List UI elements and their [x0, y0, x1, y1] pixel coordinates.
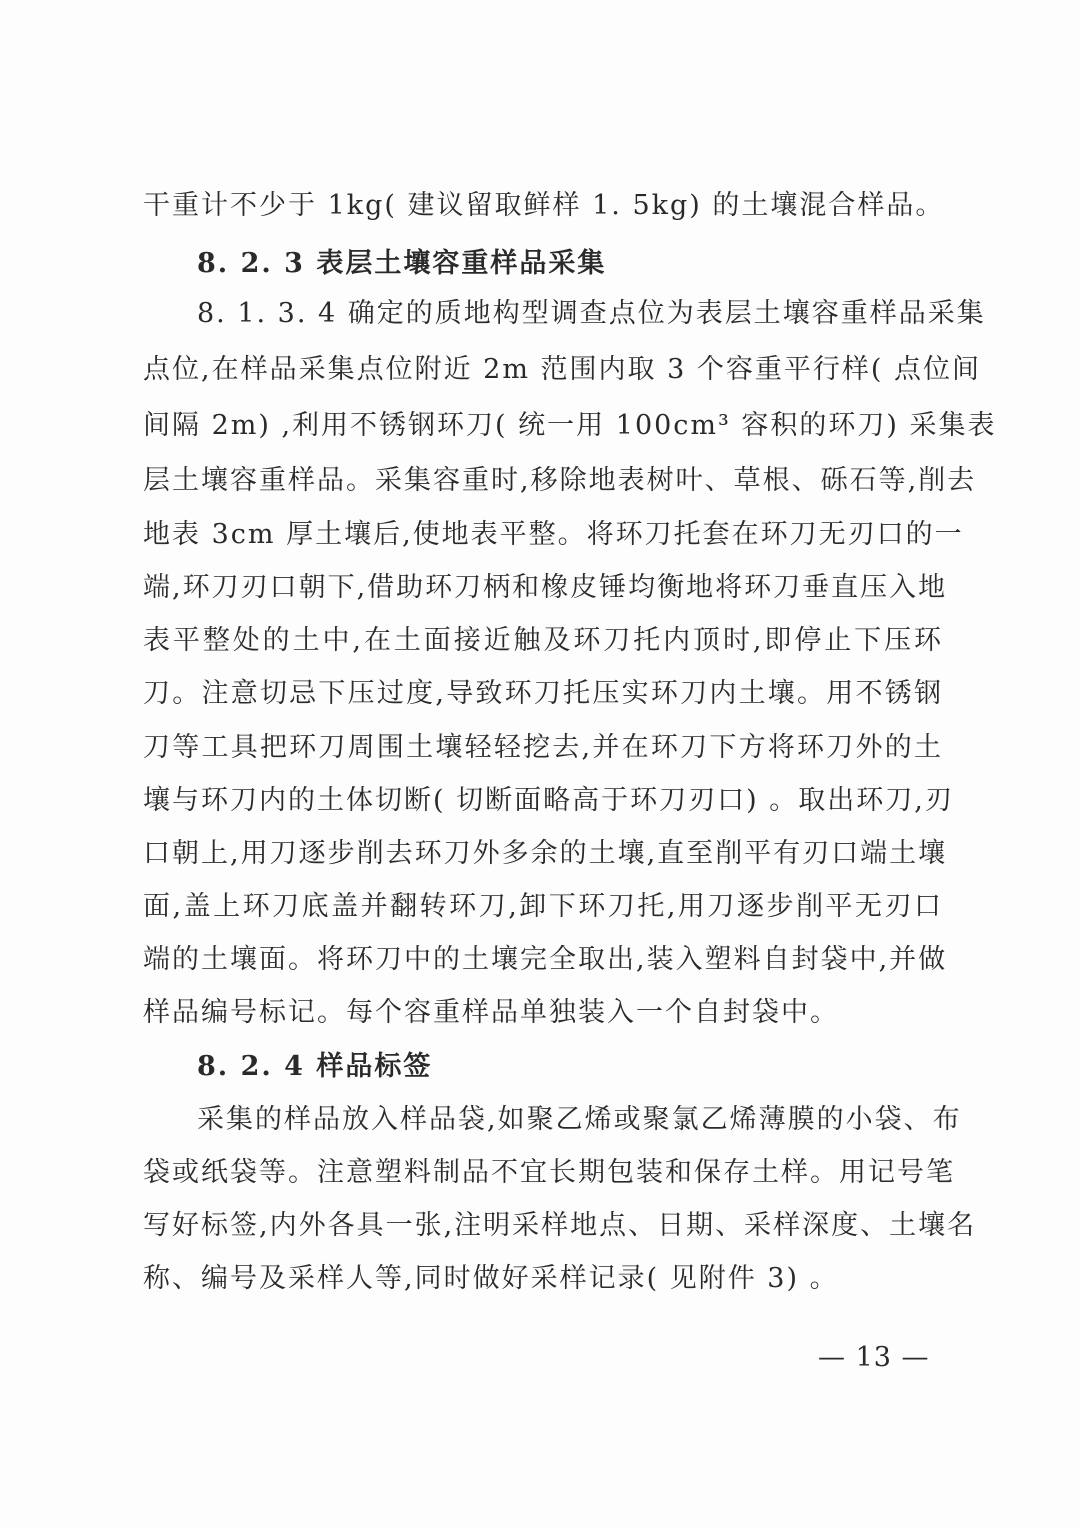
paragraph-line: 间隔 2m) ,利用不锈钢环刀( 统一用 100cm³ 容积的环刀) 采集表 [143, 410, 997, 441]
paragraph-line: 端的土壤面。将环刀中的土壤完全取出,装入塑料自封袋中,并做 [143, 944, 948, 975]
paragraph-line: 干重计不少于 1kg( 建议留取鲜样 1. 5kg) 的土壤混合样品。 [143, 190, 945, 221]
paragraph-line: 称、编号及采样人等,同时做好采样记录( 见附件 3) 。 [143, 1263, 839, 1294]
paragraph-line: 样品编号标记。每个容重样品单独装入一个自封袋中。 [143, 997, 839, 1028]
paragraph-line: 采集的样品放入样品袋,如聚乙烯或聚氯乙烯薄膜的小袋、布 [197, 1104, 962, 1135]
paragraph-line: 端,环刀刃口朝下,借助环刀柄和橡皮锤均衡地将环刀垂直压入地 [143, 572, 948, 603]
page-number: — 13 — [818, 1342, 930, 1373]
paragraph-line: 层土壤容重样品。采集容重时,移除地表树叶、草根、砾石等,削去 [143, 465, 977, 496]
paragraph-line: 刀等工具把环刀周围土壤轻轻挖去,并在环刀下方将环刀外的土 [143, 732, 943, 763]
section-heading-8-2-4: 8. 2. 4 样品标签 [197, 1051, 433, 1082]
paragraph-line: 表平整处的土中,在土面接近触及环刀托内顶时,即停止下压环 [143, 625, 943, 656]
paragraph-line: 袋或纸袋等。注意塑料制品不宜长期包装和保存土样。用记号笔 [143, 1157, 955, 1188]
paragraph-line: 口朝上,用刀逐步削去环刀外多余的土壤,直至削平有刃口端土壤 [143, 838, 948, 869]
section-heading-8-2-3: 8. 2. 3 表层土壤容重样品采集 [197, 248, 607, 279]
paragraph-line: 刀。注意切忌下压过度,导致环刀托压实环刀内土壤。用不锈钢 [143, 678, 943, 709]
paragraph-line: 面,盖上环刀底盖并翻转环刀,卸下环刀托,用刀逐步削平无刃口 [143, 891, 943, 922]
paragraph-line: 地表 3cm 厚土壤后,使地表平整。将环刀托套在环刀无刃口的一 [143, 519, 964, 550]
paragraph-line: 点位,在样品采集点位附近 2m 范围内取 3 个容重平行样( 点位间 [143, 354, 981, 385]
paragraph-line: 写好标签,内外各具一张,注明采样地点、日期、采样深度、土壤名 [143, 1210, 977, 1241]
paragraph-line: 壤与环刀内的土体切断( 切断面略高于环刀刃口) 。取出环刀,刃 [143, 785, 954, 816]
paragraph-line: 8. 1. 3. 4 确定的质地构型调查点位为表层土壤容重样品采集 [197, 298, 986, 329]
